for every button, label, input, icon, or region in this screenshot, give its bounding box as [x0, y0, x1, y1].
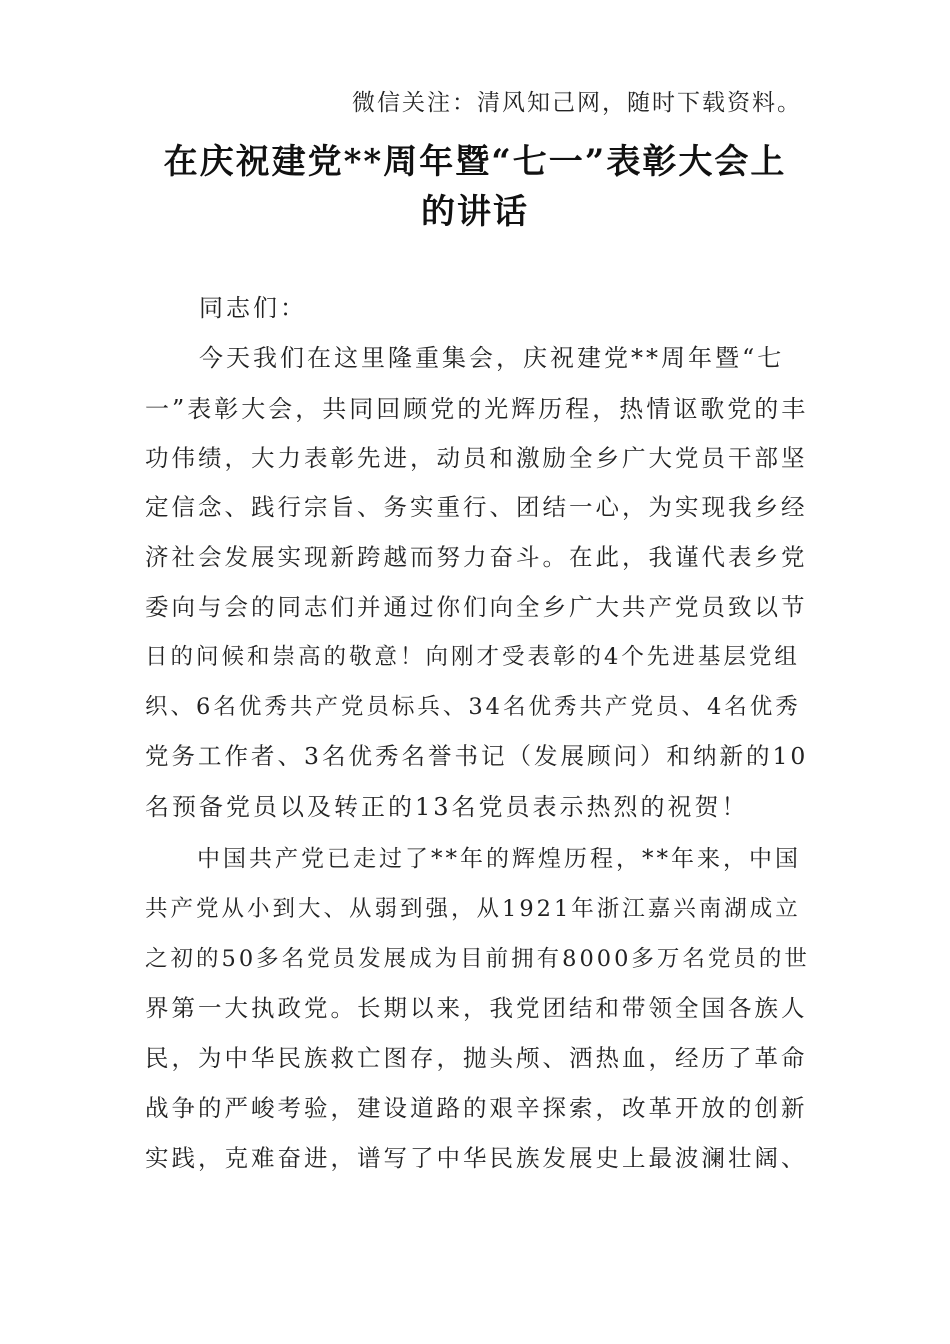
body-line: 今天我们在这里隆重集会，庆祝建党**周年暨“七: [145, 344, 785, 372]
body-line: 济社会发展实现新跨越而努力奋斗。在此，我谨代表乡党: [145, 543, 808, 571]
body-line: 功伟绩，大力表彰先进，动员和激励全乡广大党员干部坚: [145, 444, 808, 472]
body-line: 共产党从小到大、从弱到强，从1921年浙江嘉兴南湖成立: [145, 896, 801, 922]
body-line: 实践，克难奋进，谱写了中华民族发展史上最波澜壮阔、: [145, 1144, 808, 1172]
body-line: 战争的严峻考验，建设道路的艰辛探索，改革开放的创新: [145, 1094, 808, 1122]
body-line: 界第一大执政党。长期以来，我党团结和带领全国各族人: [145, 994, 808, 1022]
body-line: 民，为中华民族救亡图存，抛头颅、洒热血，经历了革命: [145, 1044, 808, 1072]
speech-title-line-2: 的讲话: [421, 192, 529, 232]
body-line: 委向与会的同志们并通过你们向全乡广大共产党员致以节: [145, 593, 808, 621]
body-line: 中国共产党已走过了**年的辉煌历程，**年来，中国: [145, 846, 801, 872]
body-line: 定信念、践行宗旨、务实重行、团结一心，为实现我乡经: [145, 493, 808, 521]
wechat-follow-note: 微信关注：清风知己网，随时下载资料。: [352, 90, 802, 116]
body-line: 织、6名优秀共产党员标兵、34名优秀共产党员、4名优秀: [145, 694, 801, 720]
body-line-salutation: 同志们：: [145, 294, 307, 322]
body-line: 名预备党员以及转正的13名党员表示热烈的祝贺！: [145, 793, 749, 821]
speech-title-line-1: 在庆祝建党**周年暨“七一”表彰大会上: [163, 142, 787, 182]
body-line: 日的问候和崇高的敬意！向刚才受表彰的4个先进基层党组: [145, 644, 800, 670]
body-line: 之初的50多名党员发展成为目前拥有8000多万名党员的世: [145, 946, 810, 972]
body-line: 党务工作者、3名优秀名誉书记（发展顾问）和纳新的10: [145, 742, 809, 770]
body-line: 一”表彰大会，共同回顾党的光辉历程，热情讴歌党的丰: [145, 395, 809, 423]
